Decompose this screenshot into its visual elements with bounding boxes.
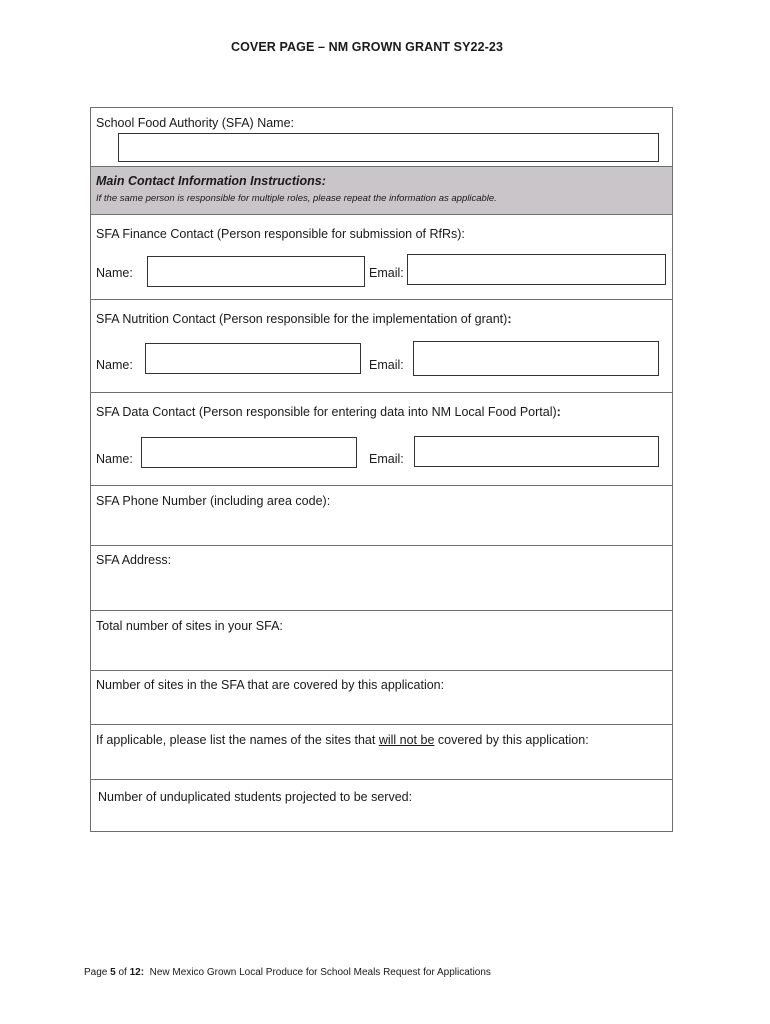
- instructions-banner: [91, 167, 672, 215]
- uncovered-sites-section[interactable]: [91, 725, 672, 780]
- uncovered-sites-label: If applicable, please list the names of the sites that will not be covered by this application:: [96, 733, 589, 747]
- finance-contact-section: [91, 215, 672, 300]
- data-email-label: Email:: [369, 452, 404, 466]
- data-contact-section: [91, 393, 672, 486]
- nutrition-contact-label: SFA Nutrition Contact (Person responsible for the implementation of grant):: [96, 312, 512, 326]
- page-title: COVER PAGE – NM GROWN GRANT SY22-23: [230, 40, 504, 54]
- finance-contact-label: SFA Finance Contact (Person responsible for submission of RfRs):: [96, 227, 465, 241]
- address-section[interactable]: [91, 546, 672, 611]
- phone-label: SFA Phone Number (including area code):: [96, 494, 331, 508]
- nutrition-email-label: Email:: [369, 358, 404, 372]
- will-not-be-emphasis: will not be: [378, 733, 435, 747]
- covered-sites-section[interactable]: [91, 671, 672, 725]
- instructions-title: Main Contact Information Instructions:: [96, 174, 326, 188]
- data-name-label: Name:: [96, 452, 133, 466]
- phone-section[interactable]: [91, 486, 672, 546]
- finance-email-label: Email:: [369, 266, 404, 280]
- covered-sites-label: Number of sites in the SFA that are covered by this application:: [96, 678, 445, 692]
- sfa-name-label: School Food Authority (SFA) Name:: [96, 116, 295, 130]
- instructions-note: If the same person is responsible for multiple roles, please repeat the information as applicable.: [96, 193, 497, 204]
- total-sites-label: Total number of sites in your SFA:: [96, 619, 283, 633]
- nutrition-name-input[interactable]: [145, 343, 361, 374]
- nutrition-name-label: Name:: [96, 358, 133, 372]
- nutrition-contact-section: [91, 300, 672, 393]
- data-email-input[interactable]: [414, 436, 659, 467]
- finance-name-input[interactable]: [147, 256, 365, 287]
- page-footer: Page 5 of 12: New Mexico Grown Local Produce for School Meals Request for Applications: [84, 967, 491, 978]
- data-name-input[interactable]: [141, 437, 357, 468]
- cover-form: [90, 107, 673, 832]
- finance-email-input[interactable]: [407, 254, 666, 285]
- sfa-name-input[interactable]: [118, 133, 659, 162]
- sfa-name-section: [91, 108, 672, 167]
- address-label: SFA Address:: [96, 553, 172, 567]
- finance-name-label: Name:: [96, 266, 133, 280]
- total-sites-section[interactable]: [91, 611, 672, 671]
- data-contact-label: SFA Data Contact (Person responsible for entering data into NM Local Food Portal):: [96, 405, 561, 419]
- students-label: Number of unduplicated students projected to be served:: [98, 790, 413, 804]
- nutrition-email-input[interactable]: [413, 341, 659, 376]
- footer-doc-title: New Mexico Grown Local Produce for School Meals Request for Applications: [149, 967, 491, 978]
- students-section[interactable]: [91, 780, 672, 833]
